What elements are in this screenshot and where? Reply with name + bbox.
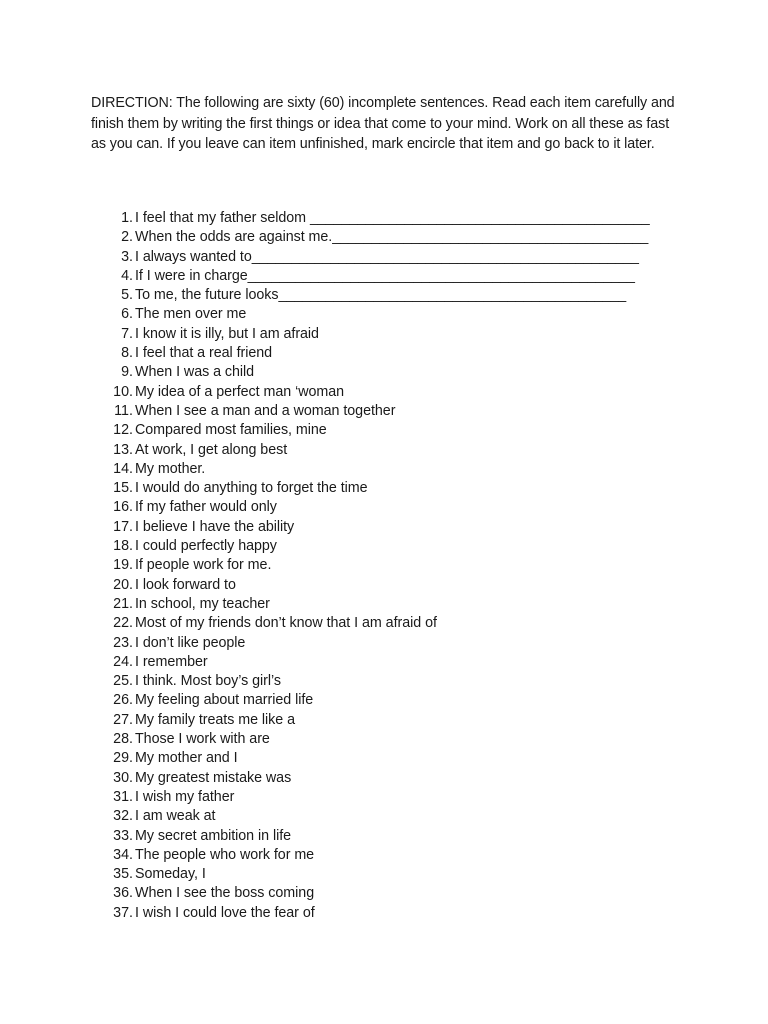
item-number: 19. (113, 557, 133, 574)
item-text: I feel that my father seldom ___________________________________________ (135, 210, 650, 226)
item-number: 22. (113, 615, 133, 632)
item-number: 32. (113, 808, 133, 825)
item-number: 3. (121, 248, 133, 265)
item-number: 31. (113, 788, 133, 805)
list-item (0, 730, 768, 749)
item-text: When I was a child (135, 364, 255, 381)
item-text: I would do anything to forget the time (135, 480, 368, 497)
item-number: 14. (113, 460, 133, 477)
list-item (0, 827, 768, 846)
item-number: 16. (113, 499, 133, 516)
item-text: My greatest mistake was (135, 769, 292, 786)
item-text: I remember (135, 653, 208, 670)
item-text: My idea of a perfect man ‘woman (135, 383, 345, 400)
item-number: 21. (113, 595, 133, 612)
item-number: 6. (121, 306, 133, 323)
item-text: Those I work with are (135, 731, 270, 748)
list-item (0, 653, 768, 672)
item-text: If my father would only (135, 499, 277, 516)
list-item (0, 691, 768, 710)
list-item (0, 711, 768, 730)
list-item (0, 344, 768, 363)
list-item (0, 325, 768, 344)
item-text: I think. Most boy’s girl’s (135, 673, 281, 690)
item-number: 24. (113, 653, 133, 670)
list-item (0, 749, 768, 768)
item-number: 4. (121, 267, 133, 284)
list-item (0, 614, 768, 633)
item-number: 1. (121, 210, 133, 226)
item-text: If people work for me. (135, 557, 272, 574)
item-number: 12. (113, 422, 133, 439)
list-item (0, 769, 768, 788)
list-item (0, 248, 768, 267)
item-number: 9. (121, 364, 133, 381)
item-number: 18. (113, 538, 133, 555)
list-item (0, 537, 768, 556)
item-number: 5. (121, 287, 133, 304)
item-text: The men over me (135, 306, 247, 323)
item-text: I know it is illy, but I am afraid (135, 325, 319, 342)
list-item (0, 904, 768, 923)
item-text: When I see the boss coming (135, 885, 315, 902)
item-text: I always wanted to_________________________________________________ (135, 248, 639, 265)
item-text: I wish my father (135, 788, 235, 805)
item-text: My mother. (135, 460, 206, 477)
list-item (0, 363, 768, 382)
sentence-list (0, 209, 768, 923)
item-number: 10. (113, 383, 133, 400)
item-number: 23. (113, 634, 133, 651)
item-text: I could perfectly happy (135, 538, 277, 555)
item-number: 36. (113, 885, 133, 902)
list-item (0, 228, 768, 247)
item-text: At work, I get along best (135, 441, 288, 458)
item-text: Most of my friends don’t know that I am afraid of (135, 615, 437, 632)
list-item (0, 286, 768, 305)
list-item (0, 498, 768, 517)
item-number: 33. (113, 827, 133, 844)
item-number: 27. (113, 711, 133, 728)
item-text: My secret ambition in life (135, 827, 292, 844)
item-text: When the odds are against me.________________________________________ (135, 229, 649, 246)
item-text: I believe I have the ability (135, 518, 295, 535)
list-item (0, 595, 768, 614)
list-item (0, 634, 768, 653)
item-number: 25. (113, 673, 133, 690)
item-text: If I were in charge_________________________________________________ (135, 267, 635, 284)
list-item (0, 518, 768, 537)
item-number: 2. (121, 229, 133, 246)
item-number: 17. (113, 518, 133, 535)
item-number: 34. (113, 846, 133, 863)
list-item (0, 460, 768, 479)
list-item (0, 672, 768, 691)
item-text: The people who work for me (135, 846, 315, 863)
list-item (0, 846, 768, 865)
item-text: My mother and I (135, 750, 238, 767)
item-number: 8. (121, 345, 133, 362)
list-item (0, 556, 768, 575)
list-item (0, 807, 768, 826)
item-text: I don’t like people (135, 634, 246, 651)
item-number: 13. (113, 441, 133, 458)
item-number: 11. (114, 402, 133, 419)
item-text: In school, my teacher (135, 595, 270, 612)
item-text: Someday, I (135, 866, 206, 883)
list-item (0, 383, 768, 402)
item-number: 30. (113, 769, 133, 786)
list-item (0, 421, 768, 440)
item-number: 7. (121, 325, 133, 342)
item-text: My family treats me like a (135, 711, 295, 728)
item-number: 29. (113, 750, 133, 767)
list-item (0, 865, 768, 884)
list-item (0, 884, 768, 903)
list-item (0, 305, 768, 324)
item-text: I look forward to (135, 576, 236, 593)
list-item (0, 209, 768, 228)
list-item (0, 267, 768, 286)
item-text: I am weak at (135, 808, 216, 825)
list-item (0, 402, 768, 421)
item-text: I wish I could love the fear of (135, 904, 315, 921)
item-number: 37. (113, 904, 133, 921)
list-item (0, 788, 768, 807)
item-number: 28. (113, 731, 133, 748)
item-text: To me, the future looks____________________________________________ (135, 287, 627, 304)
item-number: 20. (113, 576, 133, 593)
item-text: Compared most families, mine (135, 422, 327, 439)
direction-paragraph: DIRECTION: The following are sixty (60) incomplete sentences. Read each item carefully and finish them by writing the first things or idea that come to your mind. Work on all these as fast as you can. If you leave can item unfinished, mark encircle that item and go back to it later. (91, 95, 675, 152)
item-text: When I see a man and a woman together (135, 402, 396, 419)
list-item (0, 441, 768, 460)
list-item (0, 576, 768, 595)
item-number: 35. (113, 866, 133, 883)
item-text: My feeling about married life (135, 692, 314, 709)
list-item (0, 479, 768, 498)
item-text: I feel that a real friend (135, 345, 273, 362)
item-number: 26. (113, 692, 133, 709)
item-number: 15. (113, 480, 133, 497)
